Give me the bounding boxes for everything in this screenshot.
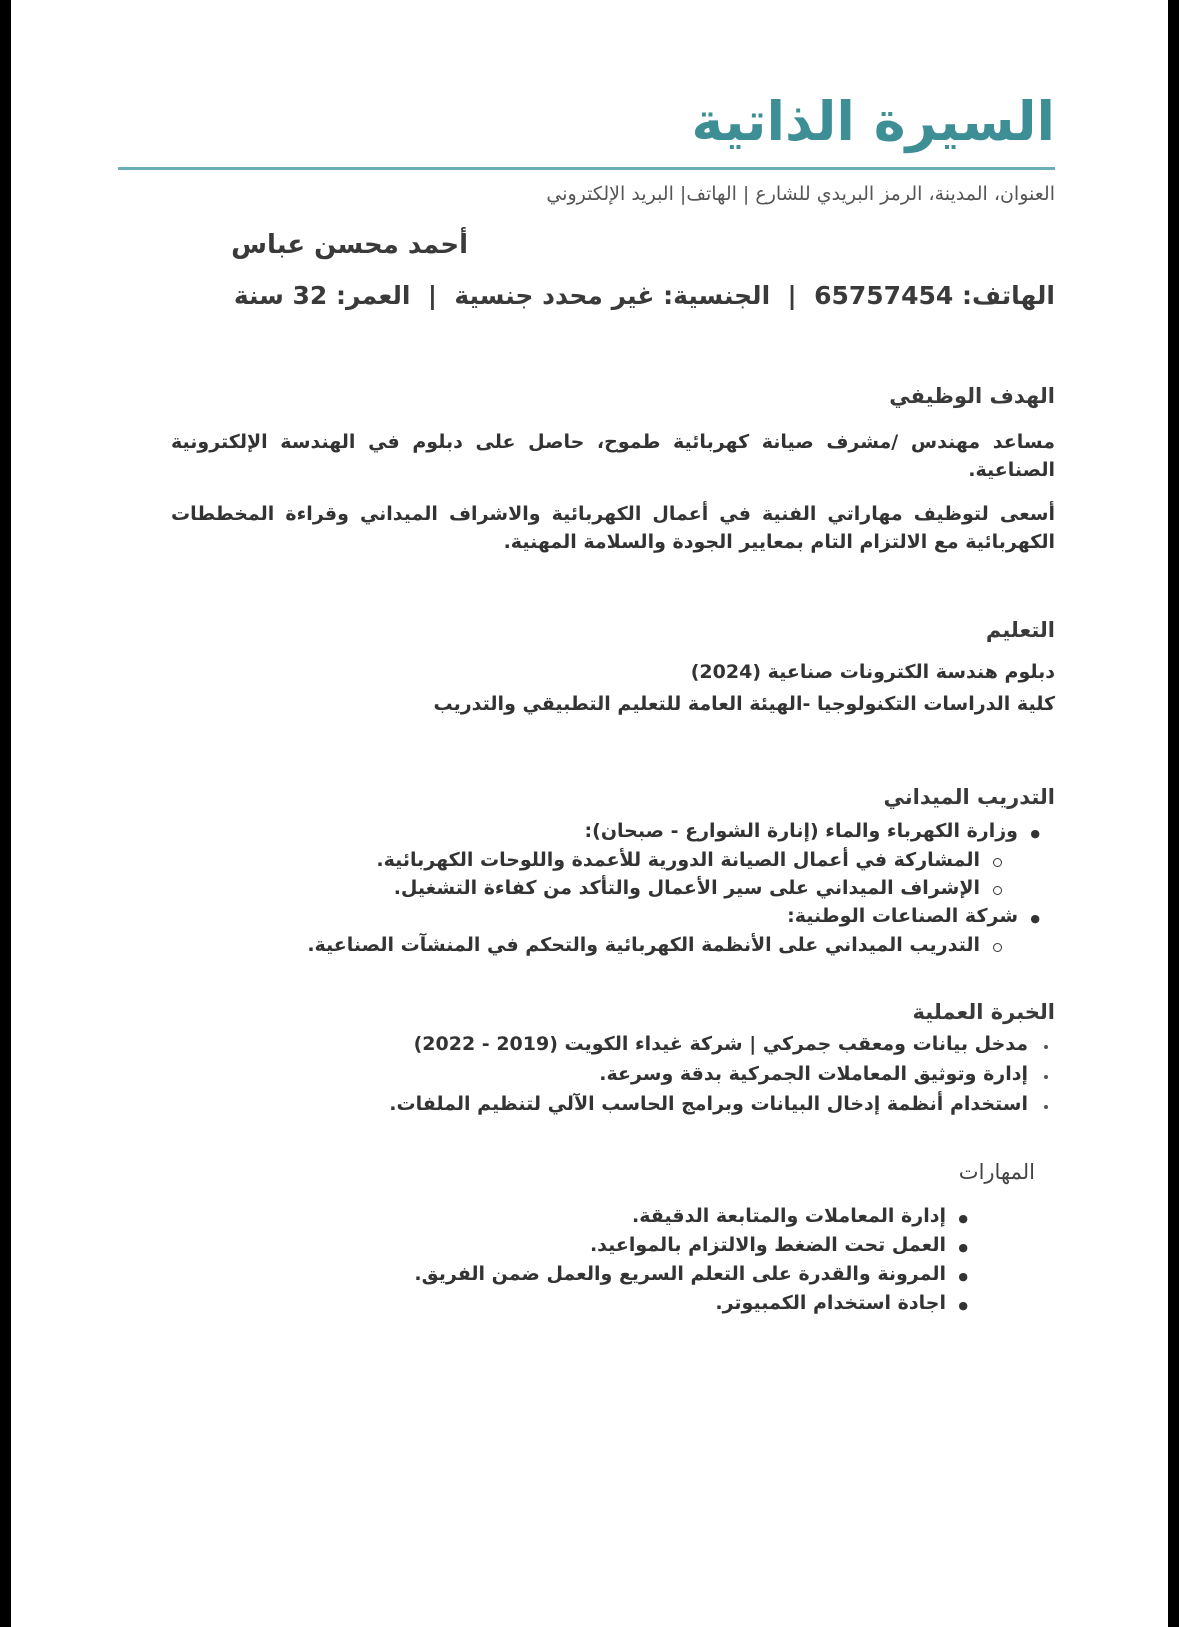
list-item: [414, 1263, 968, 1292]
page-title: السيرة الذاتية: [691, 90, 1055, 153]
skill-item: اجادة استخدام الكمبيوتر.: [715, 1292, 946, 1314]
nationality-label: الجنسية:: [663, 281, 771, 310]
age-value: 32 سنة: [233, 281, 328, 310]
training-org: وزارة الكهرباء والماء (إنارة الشوارع - صبحان):: [584, 820, 1018, 842]
title-divider: [118, 167, 1055, 170]
training-detail: التدريب الميداني على الأنظمة الكهربائية والتحكم في المنشآت الصناعية.: [307, 934, 980, 956]
bullet-icon: ●: [958, 1299, 968, 1312]
list-item: [307, 934, 980, 962]
objective-heading: الهدف الوظيفي: [889, 384, 1055, 408]
phone-label: الهاتف:: [961, 281, 1055, 310]
training-list: [307, 820, 1040, 962]
training-heading: التدريب الميداني: [883, 785, 1055, 809]
list-item: [307, 820, 1040, 849]
skills-list: [414, 1205, 968, 1321]
list-item: [414, 1205, 968, 1234]
training-detail: المشاركة في أعمال الصيانة الدورية للأعمدة واللوحات الكهربائية.: [376, 849, 980, 871]
list-item: [414, 1292, 968, 1321]
age-label: العمر:: [336, 281, 411, 310]
list-item: [307, 905, 1040, 934]
personal-info: الهاتف: 65757454 | الجنسية: غير محدد جنسية | العمر: 32 سنة: [233, 281, 1055, 310]
resume-page: [11, 0, 1168, 1627]
right-edge: [1168, 0, 1179, 1627]
experience-heading: الخبرة العملية: [912, 1000, 1055, 1024]
training-org: شركة الصناعات الوطنية:: [787, 905, 1018, 927]
education-heading: التعليم: [985, 618, 1055, 642]
objective-paragraph-1: مساعد مهندس /مشرف صيانة كهربائية طموح، حاصل على دبلوم في الهندسة الإلكترونية الصناعية.: [171, 431, 1055, 481]
list-item: [307, 849, 980, 877]
experience-item: إدارة وتوثيق المعاملات الجمركية بدقة وسرعة.: [599, 1063, 1028, 1085]
bullet-icon: ●: [958, 1270, 968, 1283]
circle-bullet-icon: [993, 858, 1002, 867]
dot-bullet-icon: [1044, 1105, 1048, 1109]
dot-bullet-icon: [1044, 1075, 1048, 1079]
skills-heading: المهارات: [958, 1160, 1035, 1184]
list-item: [389, 1063, 1028, 1093]
bullet-icon: ●: [1030, 827, 1040, 840]
phone-value: 65757454: [814, 281, 954, 310]
bullet-icon: ●: [1030, 912, 1040, 925]
objective-paragraph-2: أسعى لتوظيف مهاراتي الفنية في أعمال الكهربائية والاشراف الميداني وقراءة المخططات الكهربائية مع الالتزام التام بمعايير الجودة والسلامة المهنية.: [171, 503, 1055, 553]
bullet-icon: ●: [958, 1241, 968, 1254]
experience-list: [389, 1033, 1028, 1123]
bullet-icon: ●: [958, 1212, 968, 1225]
nationality-value: غير محدد جنسية: [454, 281, 655, 310]
training-detail: الإشراف الميداني على سير الأعمال والتأكد من كفاءة التشغيل.: [393, 877, 980, 899]
dot-bullet-icon: [1044, 1045, 1048, 1049]
list-item: [414, 1234, 968, 1263]
person-name: أحمد محسن عباس: [231, 230, 468, 260]
list-item: [307, 877, 980, 905]
skill-item: العمل تحت الضغط والالتزام بالمواعيد.: [589, 1234, 946, 1256]
skill-item: إدارة المعاملات والمتابعة الدقيقة.: [631, 1205, 946, 1227]
skill-item: المرونة والقدرة على التعلم السريع والعمل ضمن الفريق.: [414, 1263, 946, 1285]
experience-item: مدخل بيانات ومعقب جمركي | شركة غيداء الكويت (2019 - 2022): [413, 1033, 1028, 1055]
education-degree: دبلوم هندسة الكترونات صناعية (2024): [690, 661, 1055, 683]
list-item: [389, 1093, 1028, 1123]
education-school: كلية الدراسات التكنولوجيا -الهيئة العامة للتعليم التطبيقي والتدريب: [433, 693, 1055, 715]
circle-bullet-icon: [993, 943, 1002, 952]
circle-bullet-icon: [993, 886, 1002, 895]
experience-item: استخدام أنظمة إدخال البيانات وبرامج الحاسب الآلي لتنظيم الملفات.: [389, 1093, 1028, 1115]
list-item: [389, 1033, 1028, 1063]
left-edge: [0, 0, 11, 1627]
contact-line: العنوان، المدينة، الرمز البريدي للشارع | الهاتف| البريد الإلكتروني: [546, 183, 1055, 205]
